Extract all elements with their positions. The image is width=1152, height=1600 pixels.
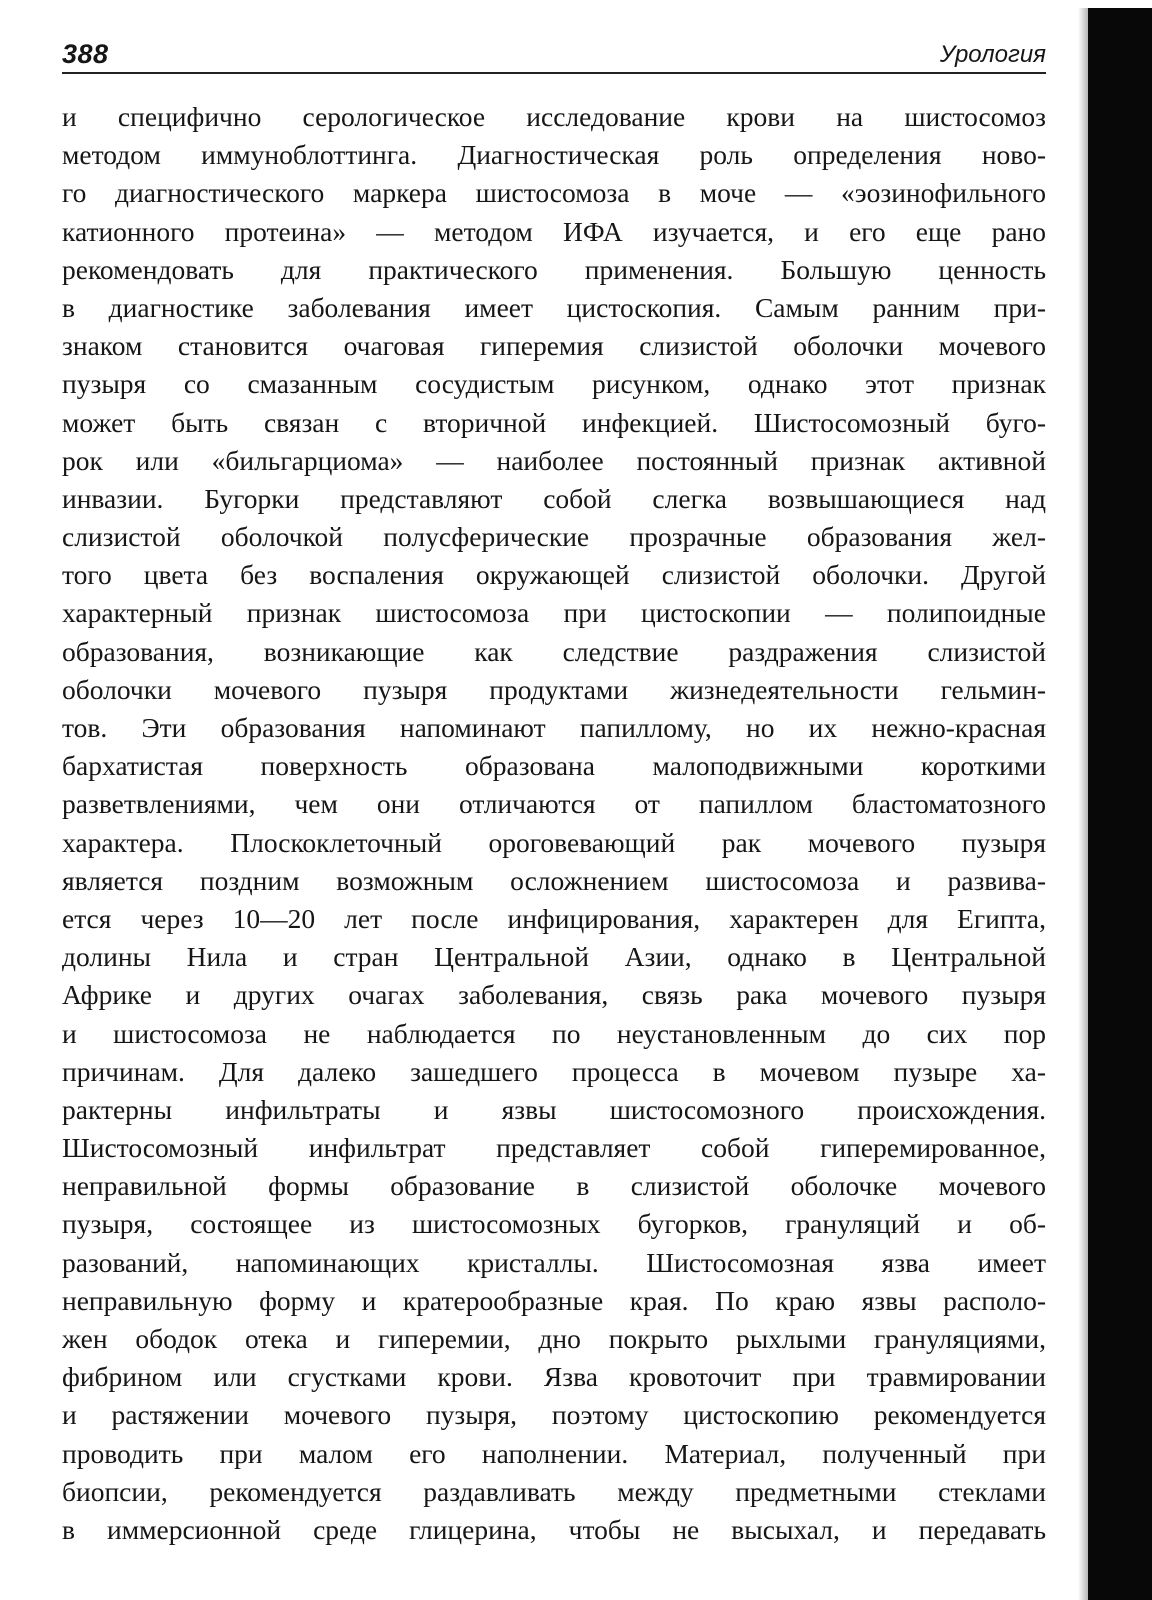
text-line: Африке и других очагах заболевания, связь рака мочевого пузыря [62, 979, 1046, 1011]
text-line: в иммерсионной среде глицерина, чтобы не высыхал, и передавать [62, 1513, 1046, 1545]
text-line: го диагностического маркера шистосомоза в моче — «эозинофильного [62, 177, 1046, 209]
page-number: 388 [62, 39, 109, 69]
text-line: знаком становится очаговая гиперемия слизистой оболочки мочевого [62, 330, 1046, 362]
text-line: неправильную форму и кратерообразные края. По краю язвы располо- [62, 1284, 1046, 1316]
text-line: образования, возникающие как следствие раздражения слизистой [62, 635, 1046, 667]
text-line: бархатистая поверхность образована малоподвижными короткими [62, 750, 1046, 782]
text-line: оболочки мочевого пузыря продуктами жизнедеятельности гельмин- [62, 673, 1046, 705]
text-line: рок или «бильгарциома» — наиболее постоянный признак активной [62, 444, 1046, 476]
text-line: проводить при малом его наполнении. Материал, полученный при [62, 1437, 1046, 1469]
text-line: в диагностике заболевания имеет цистоскопия. Самым ранним при- [62, 291, 1046, 323]
text-line: разований, напоминающих кристаллы. Шистосомозная язва имеет [62, 1246, 1046, 1278]
running-head: Урология [939, 41, 1046, 68]
page-header [62, 38, 1046, 74]
text-line: Шистосомозный инфильтрат представляет собой гиперемированное, [62, 1132, 1046, 1164]
text-line: пузыря со смазанным сосудистым рисунком, однако этот признак [62, 368, 1046, 400]
text-line: жен ободок отека и гиперемии, дно покрыто рыхлыми грануляциями, [62, 1323, 1046, 1354]
text-line: характерный признак шистосомоза при цистоскопии — полипоидные [62, 597, 1046, 629]
text-line: долины Нила и стран Центральной Азии, однако в Центральной [62, 941, 1046, 973]
text-line: катионного протеина» — методом ИФА изучается, и его еще рано [62, 215, 1046, 247]
text-line: ется через 10—20 лет после инфицирования, характерен для Египта, [62, 902, 1046, 934]
text-line: тов. Эти образования напоминают папиллому, но их нежно-красная [62, 712, 1046, 743]
body-text [62, 98, 1046, 1549]
text-line: и специфично серологическое исследование крови на шистосомоз [62, 101, 1046, 132]
text-line: и шистосомоза не наблюдается по неустановленным до сих пор [62, 1017, 1046, 1049]
text-line: методом иммуноблоттинга. Диагностическая роль определения ново- [62, 139, 1046, 171]
text-line: того цвета без воспаления окружающей слизистой оболочки. Другой [62, 559, 1046, 591]
text-line: может быть связан с вторичной инфекцией. Шистосомозный буго- [62, 406, 1046, 438]
text-line: является поздним возможным осложнением шистосомоза и развива- [62, 864, 1046, 896]
text-line: слизистой оболочкой полусферические прозрачные образования жел- [62, 521, 1046, 553]
scan-edge [1088, 8, 1152, 1600]
header-rule [62, 72, 1046, 74]
text-line: рекомендовать для практического применения. Большую ценность [62, 253, 1046, 285]
text-line: причинам. Для далеко зашедшего процесса в мочевом пузыре ха- [62, 1055, 1046, 1087]
text-line: неправильной формы образование в слизистой оболочке мочевого [62, 1170, 1046, 1202]
text-line: и растяжении мочевого пузыря, поэтому цистоскопию рекомендуется [62, 1399, 1046, 1431]
text-line: фибрином или сгустками крови. Язва кровоточит при травмировании [62, 1361, 1046, 1393]
text-line: рактерны инфильтраты и язвы шистосомозного происхождения. [62, 1093, 1046, 1125]
text-line: биопсии, рекомендуется раздавливать между предметными стеклами [62, 1475, 1046, 1507]
text-line: разветвлениями, чем они отличаются от папиллом бластоматозного [62, 788, 1046, 820]
text-line: инвазии. Бугорки представляют собой слегка возвышающиеся над [62, 482, 1046, 514]
text-line: характера. Плоскоклеточный ороговевающий рак мочевого пузыря [62, 826, 1046, 858]
text-line: пузыря, состоящее из шистосомозных бугорков, грануляций и об- [62, 1208, 1046, 1240]
